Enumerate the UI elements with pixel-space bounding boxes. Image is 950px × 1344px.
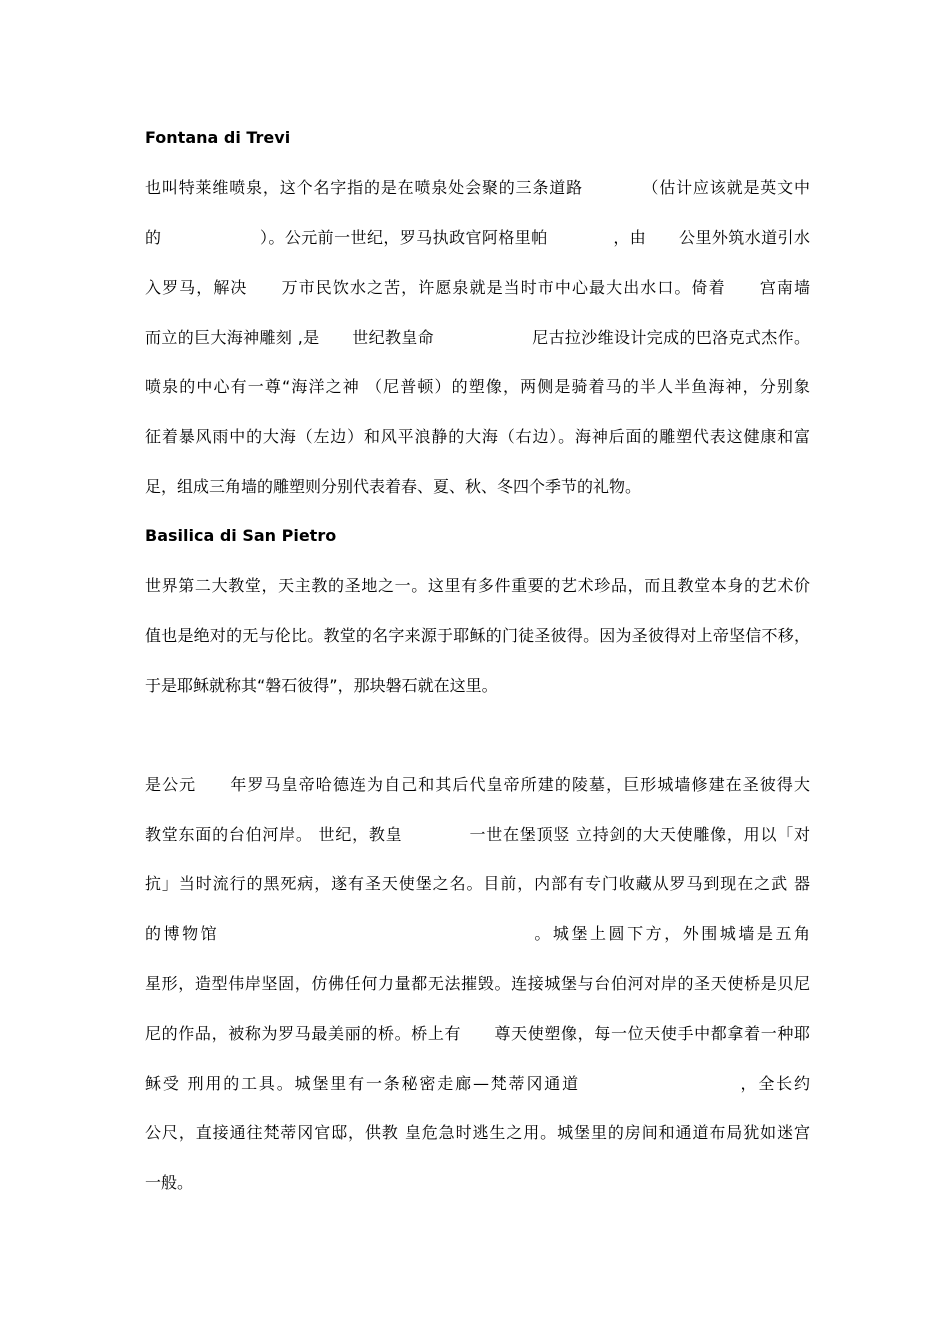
paragraph-line: 世界第二大教堂，天主教的圣地之一。这里有多件重要的艺术珍品，而且教堂本身的艺术价 <box>145 576 810 595</box>
paragraph-line: 抗」当时流行的黑死病，遂有圣天使堡之名。目前，内部有专门收藏从罗马到现在之武 器 <box>145 874 810 893</box>
paragraph-line: 是公元 年罗马皇帝哈德连为自己和其后代皇帝所建的陵墓，巨形城墙修建在圣彼得大 <box>145 775 810 794</box>
paragraph-line: 入罗马，解决 万市民饮水之苦，许愿泉就是当时市中心最大出水口。倚着 宫南墙 <box>145 278 810 297</box>
section-heading-trevi: Fontana di Trevi <box>145 128 291 147</box>
section-heading-san-pietro: Basilica di San Pietro <box>145 526 337 545</box>
paragraph-line: 一般。 <box>145 1173 194 1192</box>
paragraph-line: 足，组成三角墙的雕塑则分别代表着春、夏、秋、冬四个季节的礼物。 <box>145 477 642 496</box>
paragraph-line: 于是耶稣就称其“磐石彼得”，那块磐石就在这里。 <box>145 676 498 695</box>
paragraph-line: 而立的巨大海神雕刻 ,是 世纪教皇命 尼古拉沙维设计完成的巴洛克式杰作。 <box>145 328 810 347</box>
paragraph-line: 征着暴风雨中的大海（左边）和风平浪静的大海（右边）。海神后面的雕塑代表这健康和富 <box>145 427 810 446</box>
paragraph-line: 公尺，直接通往梵蒂冈官邸，供教 皇危急时逃生之用。城堡里的房间和通道布局犹如迷宫 <box>145 1123 810 1142</box>
paragraph-line: 尼的作品，被称为罗马最美丽的桥。桥上有 尊天使塑像，每一位天使手中都拿着一种耶 <box>145 1024 810 1043</box>
paragraph-line: 的博物馆 。城堡上圆下方，外围城墙是五角 <box>145 924 810 943</box>
paragraph-line: 的 ）。公元前一世纪，罗马执政官阿格里帕 ，由 公里外筑水道引水 <box>145 228 810 247</box>
paragraph-line: 值也是绝对的无与伦比。教堂的名字来源于耶稣的门徒圣彼得。因为圣彼得对上帝坚信不移， <box>145 626 810 645</box>
paragraph-line: 星形，造型伟岸坚固，仿佛任何力量都无法摧毁。连接城堡与台伯河对岸的圣天使桥是贝尼 <box>145 974 810 993</box>
paragraph-line: 喷泉的中心有一尊“海洋之神 （尼普顿）的塑像，两侧是骑着马的半人半鱼海神，分别象 <box>145 377 810 396</box>
paragraph-line: 教堂东面的台伯河岸。 世纪，教皇 一世在堡顶竖 立持剑的大天使雕像，用以「对 <box>145 825 810 844</box>
paragraph-line: 也叫特莱维喷泉，这个名字指的是在喷泉处会聚的三条道路 （估计应该就是英文中 <box>145 178 810 197</box>
paragraph-line: 稣受 刑用的工具。城堡里有一条秘密走廊—梵蒂冈通道 ，全长约 <box>145 1074 810 1093</box>
